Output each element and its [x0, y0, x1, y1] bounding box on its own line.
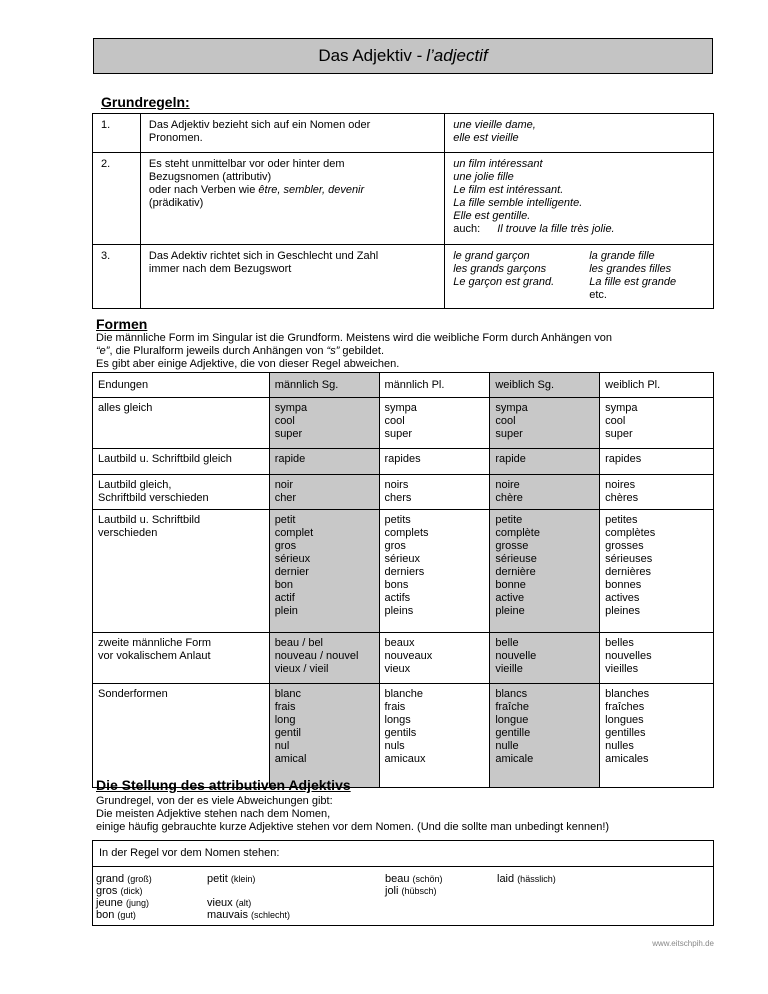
header-masc-pl: männlich Pl.	[379, 373, 490, 398]
fem-sg-cell: rapide	[490, 449, 600, 475]
masc-pl-cell: beaux nouveaux vieux	[379, 633, 490, 684]
table-row	[93, 684, 714, 788]
fem-sg-cell: petite complète grosse sérieuse dernière bonne active pleine	[490, 510, 600, 633]
fem-sg-cell: noire chère	[490, 475, 600, 510]
adjective-entry: joli (hübsch)	[385, 885, 437, 897]
rule-examples: le grand garçon les grands garçons Le garçon est grand. la grande fille les grandes filles La fille est grande etc.	[445, 245, 714, 309]
masc-sg-cell: beau / bel nouveau / nouvel vieux / vieil	[269, 633, 379, 684]
formen-heading: Formen	[96, 316, 148, 332]
rule-number: 1.	[93, 114, 141, 153]
adjective-entry: grand (groß)	[96, 873, 152, 885]
fem-sg-cell: sympa cool super	[490, 398, 600, 449]
stellung-heading: Die Stellung des attributiven Adjektivs	[96, 777, 351, 793]
footer-url: www.eitschpih.de	[652, 939, 714, 948]
rules-table	[92, 113, 714, 309]
adjective-entry: vieux (alt)	[207, 897, 252, 909]
rule-number: 2.	[93, 153, 141, 245]
masc-sg-cell: blanc frais long gentil nul amical	[269, 684, 379, 788]
table-row	[93, 114, 714, 153]
header-masc-sg: männlich Sg.	[269, 373, 379, 398]
row-label: Sonderformen	[93, 684, 270, 788]
row-label: Lautbild u. Schriftbild gleich	[93, 449, 270, 475]
prenominal-adjectives-box	[92, 840, 714, 926]
masc-sg-cell: noir cher	[269, 475, 379, 510]
table-row	[93, 475, 714, 510]
fem-sg-cell: belle nouvelle vieille	[490, 633, 600, 684]
fem-pl-cell: noires chères	[600, 475, 714, 510]
forms-table	[92, 372, 714, 788]
stellung-text: Grundregel, von der es viele Abweichungen gibt: Die meisten Adjektive stehen nach dem Nomen, einige häufig gebrauchte kurze Adjektive stehen vor dem Nomen. (Und die sollte man unbedingt kennen!)	[96, 795, 610, 833]
formen-intro: Die männliche Form im Singular ist die Grundform. Meistens wird die weibliche Form durch Anhängen von “e”, die Pluralform jeweils durch Anhängen von “s” gebildet. Es gibt aber einige Adjektive, die von dieser Regel abweichen.	[96, 332, 613, 370]
adjective-column-4	[497, 873, 556, 885]
header-endungen: Endungen	[93, 373, 270, 398]
adjective-column-1	[96, 873, 152, 921]
adjective-entry: petit (klein)	[207, 873, 256, 885]
fem-sg-cell: blancs fraîche longue gentille nulle amicale	[490, 684, 600, 788]
masc-sg-cell: rapide	[269, 449, 379, 475]
table-row	[93, 510, 714, 633]
header-fem-pl: weiblich Pl.	[600, 373, 714, 398]
table-row	[93, 245, 714, 309]
masc-pl-cell: petits complets gros sérieux derniers bons actifs pleins	[379, 510, 490, 633]
adjective-entry: beau (schön)	[385, 873, 443, 885]
row-label: zweite männliche Form vor vokalischem Anlaut	[93, 633, 270, 684]
table-row	[93, 633, 714, 684]
fem-pl-cell: rapides	[600, 449, 714, 475]
title-main: Das Adjektiv -	[318, 46, 423, 65]
adjective-entry: jeune (jung)	[96, 897, 149, 909]
masc-sg-cell: sympa cool super	[269, 398, 379, 449]
fem-pl-cell: petites complètes grosses sérieuses dernières bonnes actives pleines	[600, 510, 714, 633]
rule-text: Es steht unmittelbar vor oder hinter dem Bezugsnomen (attributiv) oder nach Verben wie être, sembler, devenir (prädikativ)	[140, 153, 444, 245]
fem-pl-cell: belles nouvelles vieilles	[600, 633, 714, 684]
grundregeln-heading: Grundregeln:	[101, 94, 190, 110]
rule-examples: une vieille dame, elle est vieille	[445, 114, 714, 153]
table-row	[93, 449, 714, 475]
box-heading: In der Regel vor dem Nomen stehen:	[99, 847, 280, 859]
masc-pl-cell: rapides	[379, 449, 490, 475]
adjective-entry: mauvais (schlecht)	[207, 909, 291, 921]
adjective-entry: laid (hässlich)	[497, 873, 556, 885]
adjective-column-3	[385, 873, 443, 897]
masc-sg-cell: petit complet gros sérieux dernier bon actif plein	[269, 510, 379, 633]
adjective-column-2	[207, 873, 290, 921]
table-header-row	[93, 373, 714, 398]
adjective-entry: gros (dick)	[96, 885, 143, 897]
table-row	[93, 153, 714, 245]
row-label: Lautbild gleich, Schriftbild verschieden	[93, 475, 270, 510]
rule-examples: un film intéressant une jolie fille Le film est intéressant. La fille semble intelligente. Elle est gentille. auch: Il trouve la fille très jolie.	[445, 153, 714, 245]
rule-number: 3.	[93, 245, 141, 309]
adjective-entry	[207, 885, 290, 897]
masc-pl-cell: sympa cool super	[379, 398, 490, 449]
header-fem-sg: weiblich Sg.	[490, 373, 600, 398]
rule-text: Das Adektiv richtet sich in Geschlecht und Zahl immer nach dem Bezugswort	[140, 245, 444, 309]
rule-text: Das Adjektiv bezieht sich auf ein Nomen oder Pronomen.	[140, 114, 444, 153]
adjective-entry: bon (gut)	[96, 909, 136, 921]
page-title	[93, 38, 713, 74]
table-row	[93, 398, 714, 449]
masc-pl-cell: blanche frais longs gentils nuls amicaux	[379, 684, 490, 788]
row-label: Lautbild u. Schriftbild verschieden	[93, 510, 270, 633]
title-french: l’adjectif	[426, 46, 488, 65]
masc-pl-cell: noirs chers	[379, 475, 490, 510]
row-label: alles gleich	[93, 398, 270, 449]
fem-pl-cell: sympa cool super	[600, 398, 714, 449]
fem-pl-cell: blanches fraîches longues gentilles nulles amicales	[600, 684, 714, 788]
